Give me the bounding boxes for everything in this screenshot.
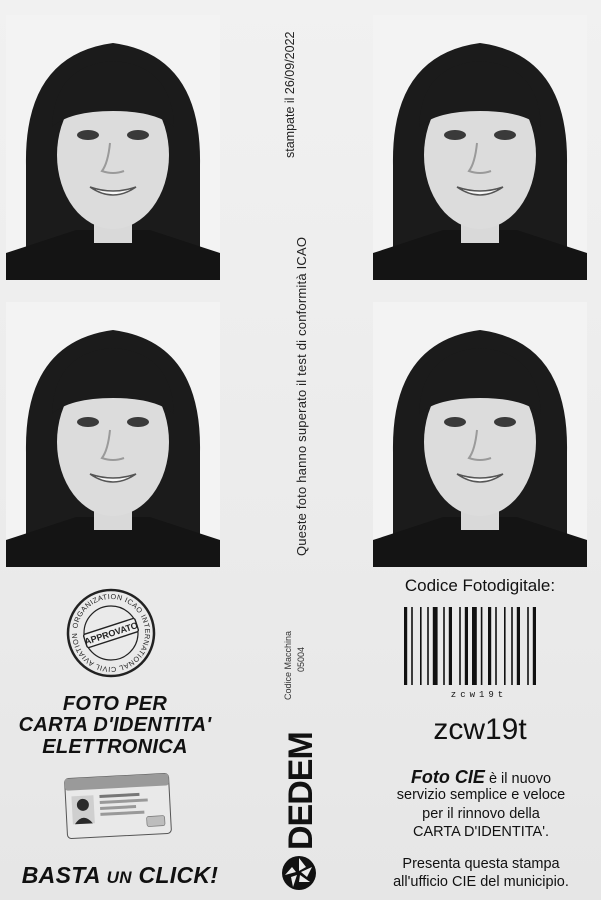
barcode-bar xyxy=(527,607,529,685)
promo-slogan xyxy=(6,862,234,889)
portrait-image xyxy=(373,15,587,280)
barcode-bar xyxy=(517,607,520,685)
seal-ring-text: ORGANIZATION ICAO INTERNATIONAL CIVIL AVIATION xyxy=(69,591,153,675)
dedem-logo xyxy=(278,728,320,852)
passport-photo xyxy=(6,302,220,567)
info-line-4: CARTA D'IDENTITA'. xyxy=(412,824,550,840)
promo-title-line1: FOTO PER xyxy=(62,693,168,715)
portrait-image xyxy=(373,302,587,567)
barcode-bar xyxy=(504,607,506,685)
slogan-part1: BASTA xyxy=(21,862,100,888)
portrait-image xyxy=(6,302,220,567)
barcode-bar xyxy=(427,607,429,685)
barcode-bar xyxy=(488,607,491,685)
barcode-bar xyxy=(481,607,483,685)
id-card-illustration xyxy=(62,772,174,840)
portrait-image xyxy=(6,15,220,280)
barcode-bar xyxy=(420,607,422,685)
brand-name: DEDEM xyxy=(282,732,320,850)
passport-photo xyxy=(373,302,587,567)
barcode-bar xyxy=(495,607,497,685)
passport-photo xyxy=(6,15,220,280)
icao-approval-seal xyxy=(66,588,156,678)
machine-code-label: Codice Macchina xyxy=(283,630,293,700)
barcode-bar xyxy=(459,607,461,685)
barcode-bar xyxy=(449,607,452,685)
passport-photo xyxy=(373,15,587,280)
info-line-2: servizio semplice e veloce xyxy=(396,787,566,803)
barcode-bar xyxy=(472,607,477,685)
barcode xyxy=(404,607,554,699)
barcode-bar xyxy=(465,607,468,685)
barcode-bar xyxy=(411,607,413,685)
barcode-text: zcw19t xyxy=(450,690,508,699)
slogan-part3: CLICK! xyxy=(138,862,219,888)
machine-code-value: 05004 xyxy=(296,646,306,672)
info-line-3: per il rinnovo della xyxy=(422,806,540,822)
barcode-bar xyxy=(511,607,513,685)
barcode-bar xyxy=(433,607,438,685)
info-line-5: Presenta questa stampa xyxy=(402,856,560,872)
print-date: stampate il 26/09/2022 xyxy=(283,31,297,158)
promo-title-line3: ELETTRONICA xyxy=(42,736,188,758)
info-line1-rest: è il nuovo xyxy=(484,771,552,787)
barcode-bar xyxy=(533,607,536,685)
promo-title-line2: CARTA D'IDENTITA' xyxy=(18,714,212,736)
barcode-bar xyxy=(404,607,407,685)
aperture-icon xyxy=(281,855,317,891)
info-line-6: all'ufficio CIE del municipio. xyxy=(393,874,569,890)
icao-compliance-note: Queste foto hanno superato il test di conformità ICAO xyxy=(294,236,309,556)
slogan-part2: UN xyxy=(106,868,132,887)
barcode-bar xyxy=(443,607,445,685)
seal-stamp-label: APPROVATO xyxy=(83,620,140,647)
info-lead: Foto CIE xyxy=(410,767,485,787)
photo-code-value: zcw19t xyxy=(433,713,527,746)
photo-code-label: Codice Fotodigitale: xyxy=(404,576,556,595)
